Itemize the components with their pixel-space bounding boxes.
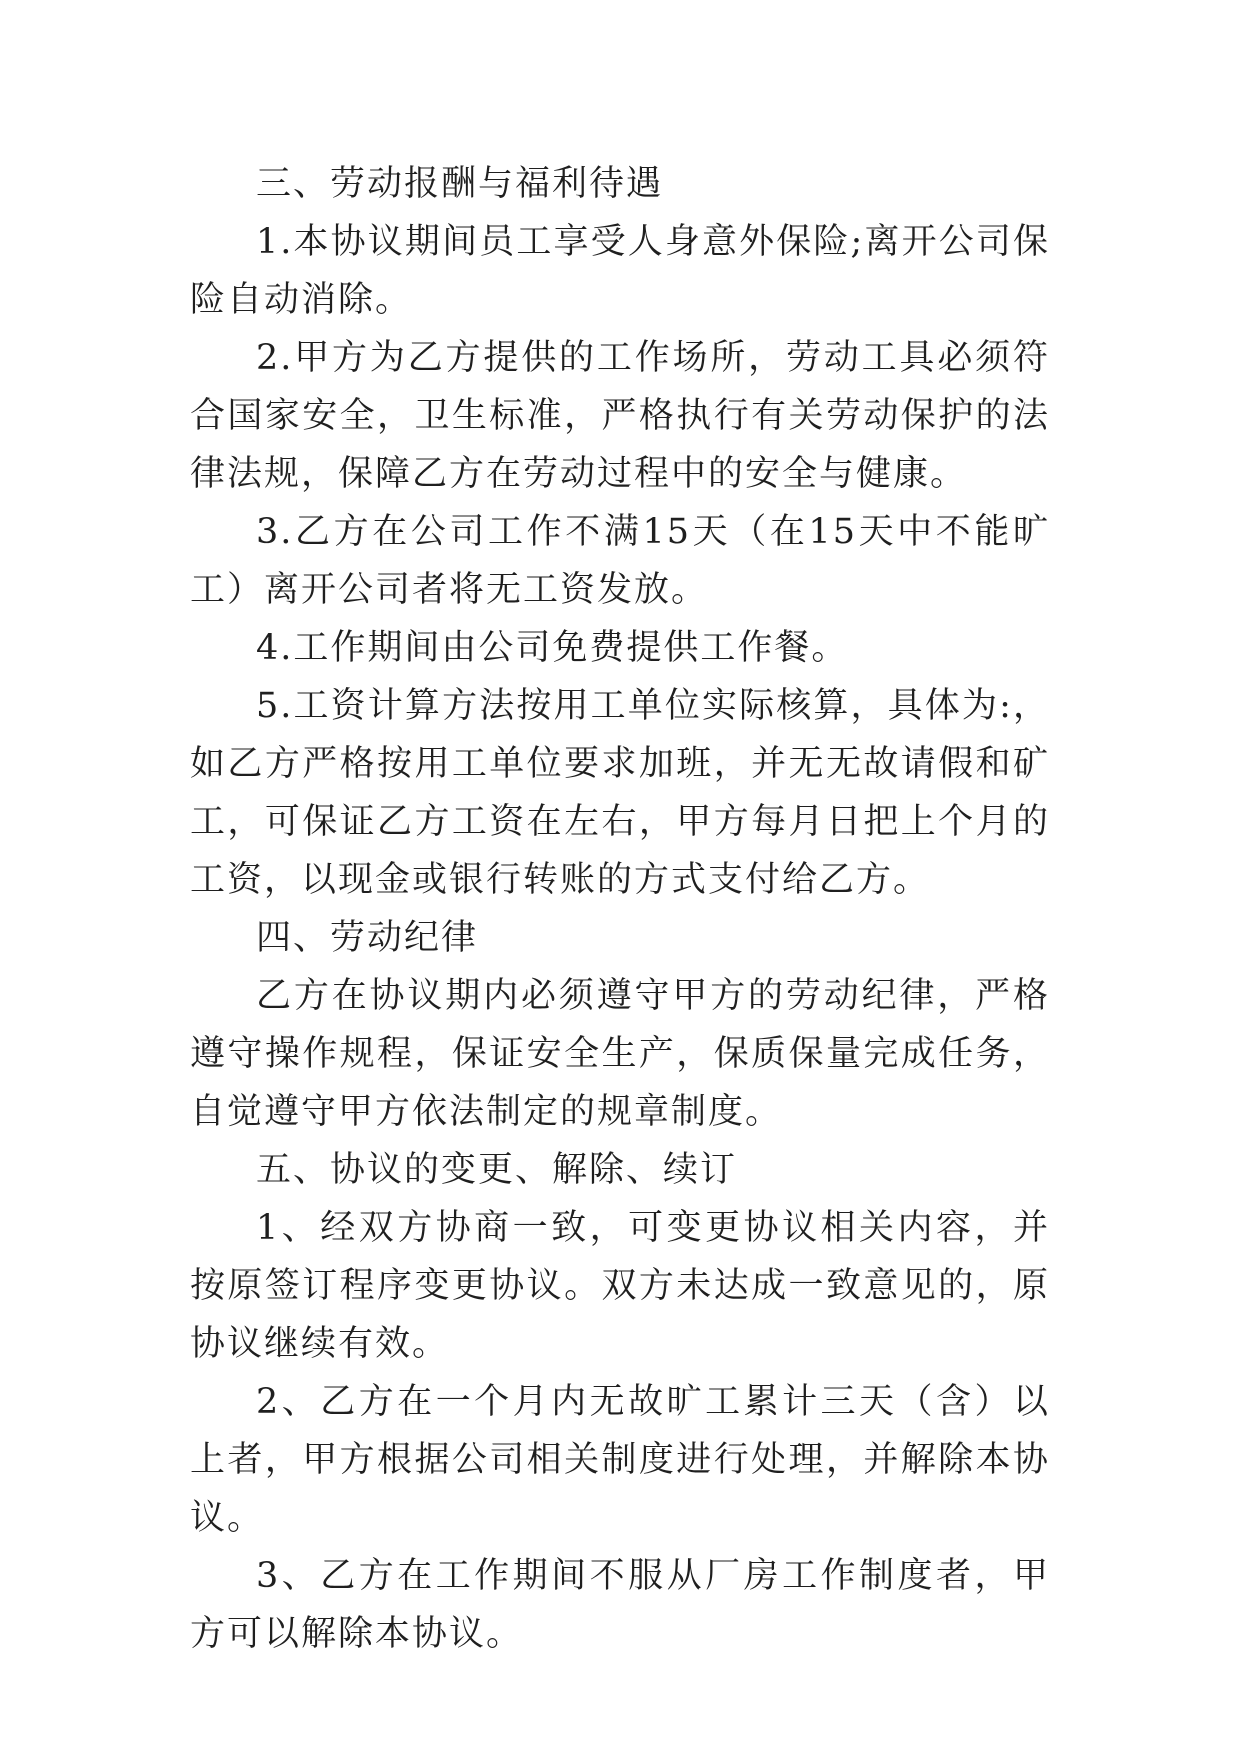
clause-5-1: 1、经双方协商一致，可变更协议相关内容，并按原签订程序变更协议。双方未达成一致意见的，原协议继续有效。: [190, 1208, 1050, 1364]
clause-4-text: 乙方在协议期内必须遵守甲方的劳动纪律，严格遵守操作规程，保证安全生产，保质保量完成任务，自觉遵守甲方依法制定的规章制度。: [190, 976, 1050, 1132]
section-heading-changes: 五、协议的变更、解除、续订: [256, 1150, 738, 1190]
clause-3-2: 2.甲方为乙方提供的工作场所，劳动工具必须符合国家安全，卫生标准，严格执行有关劳动保护的法律法规，保障乙方在劳动过程中的安全与健康。: [190, 338, 1050, 494]
document-body: [190, 155, 1050, 1663]
clause-3-3: 3.乙方在公司工作不满15天（在15天中不能旷工）离开公司者将无工资发放。: [190, 512, 1050, 610]
clause-5-3: 3、乙方在工作期间不服从厂房工作制度者，甲方可以解除本协议。: [190, 1556, 1050, 1654]
clause-3-4: 4.工作期间由公司免费提供工作餐。: [256, 628, 849, 668]
clause-3-1: 1.本协议期间员工享受人身意外保险;离开公司保险自动消除。: [190, 222, 1050, 320]
section-heading-discipline: 四、劳动纪律: [256, 918, 479, 958]
section-heading-remuneration: 三、劳动报酬与福利待遇: [256, 164, 664, 204]
clause-3-5: 5.工资计算方法按用工单位实际核算，具体为:，如乙方严格按用工单位要求加班，并无无故请假和矿工，可保证乙方工资在左右，甲方每月日把上个月的工资，以现金或银行转账的方式支付给乙方。: [190, 686, 1050, 900]
clause-5-2: 2、乙方在一个月内无故旷工累计三天（含）以上者，甲方根据公司相关制度进行处理，并解除本协议。: [190, 1382, 1050, 1538]
